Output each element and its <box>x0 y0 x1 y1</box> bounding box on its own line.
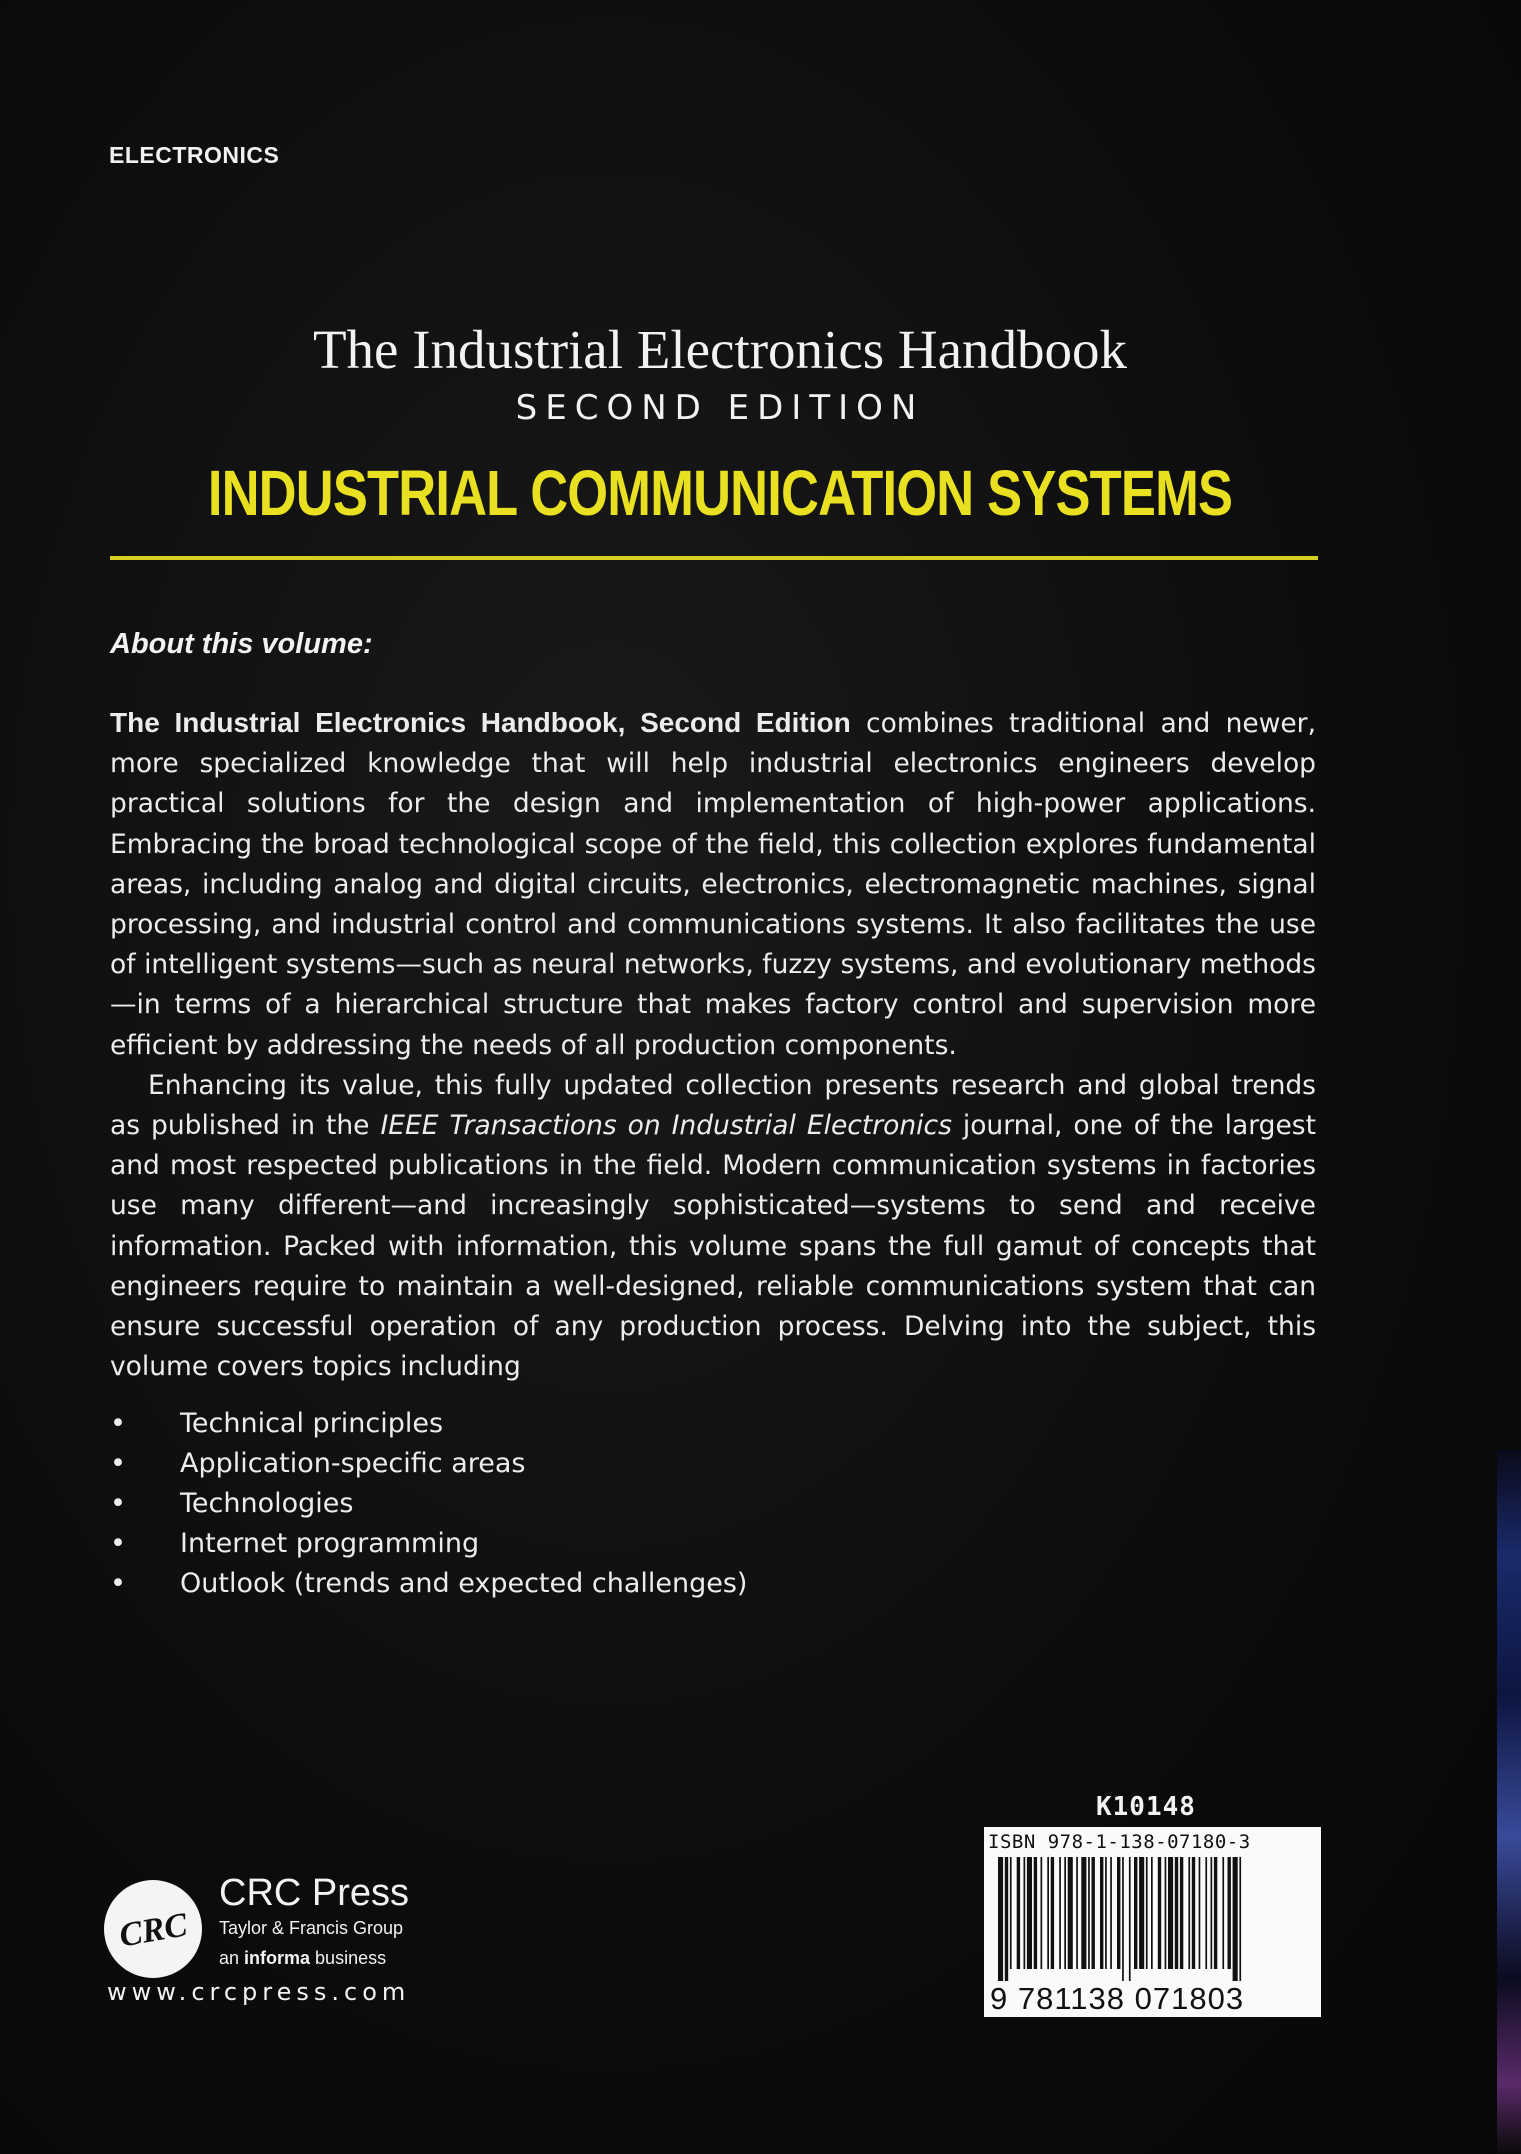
barcode-bar <box>1239 1857 1241 1981</box>
barcode-bar <box>1027 1857 1032 1969</box>
description-paragraph-1 <box>110 703 1316 1066</box>
barcode-bar <box>1146 1857 1148 1969</box>
category-label: ELECTRONICS <box>109 142 280 168</box>
barcode-bar <box>1134 1857 1137 1969</box>
barcode-bar <box>1081 1857 1086 1969</box>
barcode-bar <box>1047 1857 1049 1969</box>
barcode-bar <box>1076 1857 1078 1969</box>
barcode-bar <box>1010 1857 1012 1969</box>
topic-label: Application-specific areas <box>180 1448 526 1479</box>
isbn-barcode <box>984 1827 1321 2017</box>
bullet-icon: • <box>110 1568 126 1599</box>
list-item <box>110 1564 747 1604</box>
barcode-bar <box>1175 1857 1178 1969</box>
barcode-bar <box>1139 1857 1144 1969</box>
publisher-group: Taylor & Francis Group <box>219 1918 404 1938</box>
handbook-title-bold: The Industrial Electronics Handbook, Second Edition <box>110 707 851 738</box>
barcode-bar <box>1092 1857 1095 1969</box>
barcode-bar <box>1199 1857 1201 1969</box>
barcode-bar <box>1064 1857 1066 1969</box>
bullet-icon: • <box>110 1488 126 1519</box>
barcode-bars-icon <box>998 1857 1308 1981</box>
barcode-bar <box>1188 1857 1190 1969</box>
barcode-bar <box>1117 1857 1120 1969</box>
barcode-bar <box>1059 1857 1061 1969</box>
isbn-text: ISBN 978-1-138-07180-3 <box>988 1831 1251 1853</box>
barcode-bar <box>998 1857 1003 1981</box>
bullet-icon: • <box>110 1408 126 1439</box>
barcode-bar <box>1034 1857 1037 1969</box>
tagline-brand: informa <box>244 1948 311 1968</box>
barcode-bar <box>1088 1857 1090 1969</box>
barcode-bar <box>1222 1857 1224 1969</box>
list-item <box>110 1524 747 1564</box>
barcode-bar <box>1214 1857 1217 1969</box>
barcode-bar <box>1168 1857 1173 1969</box>
crc-logo-mark <box>104 1880 202 1978</box>
list-item <box>110 1484 747 1524</box>
title-divider <box>110 556 1318 560</box>
barcode-bar <box>1165 1857 1167 1969</box>
list-item <box>110 1444 747 1484</box>
barcode-bar <box>1105 1857 1107 1969</box>
list-item <box>110 1404 747 1444</box>
barcode-bar <box>1151 1857 1153 1969</box>
barcode-bar <box>1051 1857 1054 1969</box>
barcode-bar <box>1041 1857 1043 1969</box>
barcode-digits: 9 781138 071803 <box>990 1981 1245 2016</box>
barcode-bar <box>1100 1857 1103 1969</box>
series-title: The Industrial Electronics Handbook <box>312 319 1128 380</box>
about-heading: About this volume: <box>110 628 373 660</box>
barcode-bar <box>1180 1857 1183 1969</box>
topic-label: Technical principles <box>180 1408 444 1439</box>
catalog-code: K10148 <box>1096 1792 1196 1822</box>
crc-logo-icon <box>104 1880 202 1978</box>
barcode-bar <box>1158 1857 1161 1969</box>
edition-label: SECOND EDITION <box>515 388 925 428</box>
topics-list <box>110 1404 747 1604</box>
volume-title: INDUSTRIAL COMMUNICATION SYSTEMS <box>207 457 1233 529</box>
description-paragraph-2 <box>110 1066 1316 1388</box>
paragraph-2-text-before: Enhancing its value, this fully updated collection presents research and global trends as published in the <box>110 1069 1316 1142</box>
barcode-bar <box>1129 1857 1131 1981</box>
barcode-bar <box>1110 1857 1112 1969</box>
cover-edge-artwork <box>1497 1450 1521 2154</box>
journal-title: IEEE Transactions on Industrial Electronics <box>380 1110 952 1142</box>
description-body <box>110 703 1316 1387</box>
barcode-bar <box>1017 1857 1020 1969</box>
logo-text: CRC <box>116 1906 190 1955</box>
barcode-bar <box>1122 1857 1124 1981</box>
topic-label: Internet programming <box>180 1528 480 1559</box>
barcode-bar <box>1068 1857 1073 1969</box>
publisher-name: CRC Press <box>219 1872 410 1914</box>
publisher-url: www.crcpress.com <box>107 1978 411 2006</box>
barcode-bar <box>1228 1857 1231 1969</box>
bullet-icon: • <box>110 1528 126 1559</box>
barcode-bar <box>1192 1857 1195 1969</box>
topic-label: Technologies <box>180 1488 354 1519</box>
bullet-icon: • <box>110 1448 126 1479</box>
barcode-bar <box>1233 1857 1238 1981</box>
barcode-bar <box>1211 1857 1213 1969</box>
tagline-pre: an <box>219 1948 245 1968</box>
paragraph-2-text-after: journal, one of the largest and most respected publications in the field. Modern communication systems in factories use many different—and increasingly sophisticated—systems to send and receive information. Packed with information, this volume spans the full gamut of concepts that engineers require to maintain a well-designed, reliable communications system that can ensure successful operation of any production process. Delving into the subject, this volume covers topics including <box>110 1110 1316 1383</box>
paragraph-1-text: combines traditional and newer, more specialized knowledge that will help industrial electronics engineers develop practical solutions for the design and implementation of high-power applications. Embracing the broad technological scope of the field, this collection explores fundamental areas, including analog and digital circuits, electronics, electromagnetic machines, signal processing, and industrial control and communications systems. It also facilitates the use of intelligent systems—such as neural networks, fuzzy systems, and evolutionary methods—in terms of a hierarchical structure that makes factory control and supervision more efficient by addressing the needs of all production components. <box>110 708 1317 1061</box>
topic-label: Outlook (trends and expected challenges) <box>180 1568 748 1599</box>
barcode-bar <box>1005 1857 1008 1981</box>
barcode-bar <box>1024 1857 1026 1969</box>
tagline-post: business <box>310 1948 387 1968</box>
barcode-bar <box>1205 1857 1207 1969</box>
publisher-tagline <box>219 1948 386 1969</box>
